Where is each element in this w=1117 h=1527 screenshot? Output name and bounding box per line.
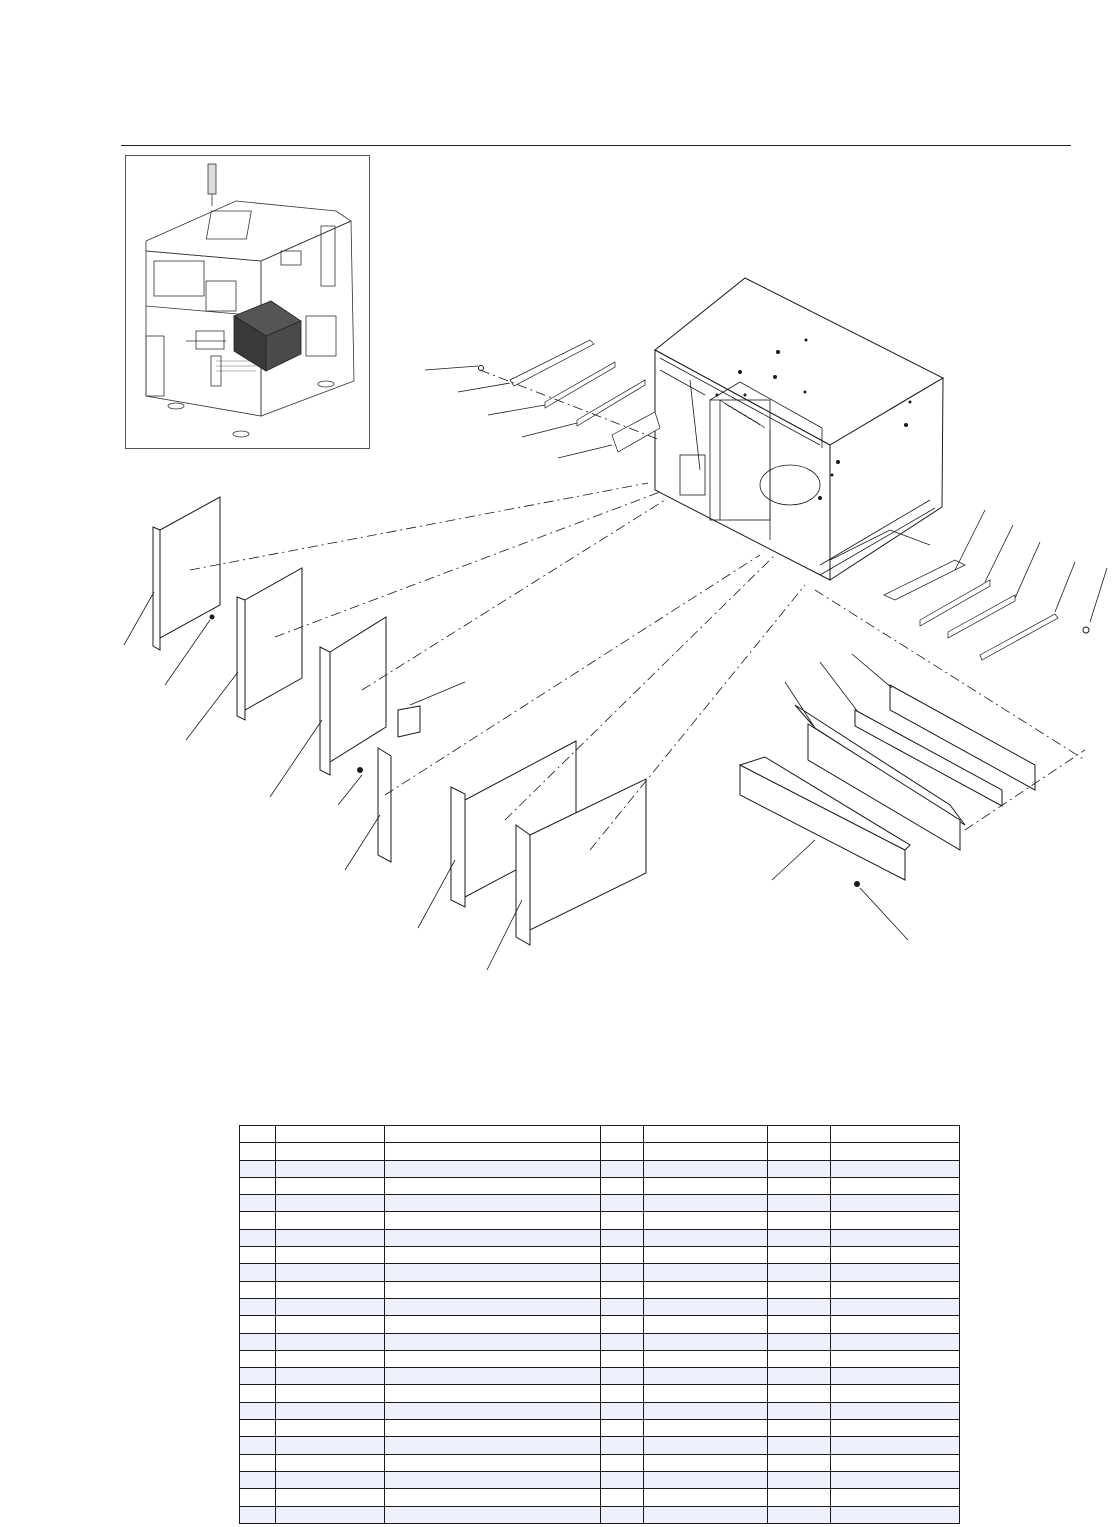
table-cell bbox=[385, 1316, 601, 1333]
table-header-cell bbox=[601, 1126, 644, 1143]
table-row bbox=[240, 1402, 960, 1419]
table-cell bbox=[601, 1298, 644, 1315]
table-cell bbox=[276, 1489, 385, 1506]
table-cell bbox=[644, 1333, 768, 1350]
table-cell bbox=[240, 1333, 276, 1350]
table-cell bbox=[768, 1368, 831, 1385]
table-cell bbox=[601, 1471, 644, 1488]
table-cell bbox=[240, 1195, 276, 1212]
table-cell bbox=[240, 1316, 276, 1333]
table-cell bbox=[601, 1143, 644, 1160]
table-cell bbox=[276, 1195, 385, 1212]
table-cell bbox=[385, 1420, 601, 1437]
table-cell bbox=[644, 1420, 768, 1437]
table-row bbox=[240, 1143, 960, 1160]
table-cell bbox=[276, 1333, 385, 1350]
table-cell bbox=[276, 1402, 385, 1419]
table-cell bbox=[385, 1506, 601, 1523]
table-row bbox=[240, 1212, 960, 1229]
table-cell bbox=[644, 1471, 768, 1488]
table-cell bbox=[276, 1471, 385, 1488]
table-cell bbox=[644, 1368, 768, 1385]
table-cell bbox=[768, 1177, 831, 1194]
table-cell bbox=[644, 1160, 768, 1177]
table-cell bbox=[385, 1298, 601, 1315]
table-cell bbox=[385, 1229, 601, 1246]
table-cell bbox=[644, 1247, 768, 1264]
table-cell bbox=[276, 1229, 385, 1246]
table-cell bbox=[240, 1385, 276, 1402]
table-header-cell bbox=[385, 1126, 601, 1143]
table-cell bbox=[831, 1489, 960, 1506]
table-cell bbox=[644, 1402, 768, 1419]
screw-icon bbox=[479, 366, 484, 371]
table-cell bbox=[385, 1454, 601, 1471]
table-cell bbox=[276, 1385, 385, 1402]
table-cell bbox=[831, 1385, 960, 1402]
table-cell bbox=[385, 1368, 601, 1385]
table-cell bbox=[385, 1471, 601, 1488]
table-cell bbox=[240, 1506, 276, 1523]
table-cell bbox=[276, 1143, 385, 1160]
table-cell bbox=[768, 1195, 831, 1212]
table-cell bbox=[240, 1281, 276, 1298]
table-cell bbox=[385, 1247, 601, 1264]
table-cell bbox=[768, 1471, 831, 1488]
table-cell bbox=[276, 1160, 385, 1177]
table-cell bbox=[601, 1506, 644, 1523]
table-row bbox=[240, 1333, 960, 1350]
lower-right-rail-set bbox=[884, 560, 1089, 660]
table-cell bbox=[768, 1298, 831, 1315]
table-cell bbox=[276, 1350, 385, 1367]
table-cell bbox=[385, 1437, 601, 1454]
table-row bbox=[240, 1316, 960, 1333]
table-cell bbox=[601, 1402, 644, 1419]
table-cell bbox=[601, 1264, 644, 1281]
table-cell bbox=[240, 1437, 276, 1454]
table-cell bbox=[276, 1177, 385, 1194]
table-cell bbox=[768, 1281, 831, 1298]
table-row bbox=[240, 1471, 960, 1488]
table-cell bbox=[240, 1212, 276, 1229]
table-cell bbox=[831, 1247, 960, 1264]
table-header-cell bbox=[831, 1126, 960, 1143]
table-cell bbox=[644, 1506, 768, 1523]
table-cell bbox=[385, 1402, 601, 1419]
table-cell bbox=[385, 1333, 601, 1350]
table-cell bbox=[768, 1454, 831, 1471]
table-cell bbox=[385, 1195, 601, 1212]
table-row bbox=[240, 1437, 960, 1454]
table-cell bbox=[644, 1437, 768, 1454]
table-row bbox=[240, 1350, 960, 1367]
screw-icon bbox=[210, 615, 215, 620]
table-cell bbox=[831, 1195, 960, 1212]
table-cell bbox=[644, 1454, 768, 1471]
table-row bbox=[240, 1489, 960, 1506]
table-row bbox=[240, 1385, 960, 1402]
table-cell bbox=[601, 1281, 644, 1298]
parts-list-body bbox=[240, 1126, 960, 1524]
table-row bbox=[240, 1229, 960, 1246]
table-header-cell bbox=[768, 1126, 831, 1143]
table-cell bbox=[644, 1316, 768, 1333]
table-cell bbox=[240, 1402, 276, 1419]
table-cell bbox=[276, 1281, 385, 1298]
table-cell bbox=[276, 1316, 385, 1333]
table-row bbox=[240, 1160, 960, 1177]
table-cell bbox=[768, 1316, 831, 1333]
table-cell bbox=[276, 1454, 385, 1471]
table-cell bbox=[240, 1489, 276, 1506]
table-cell bbox=[831, 1264, 960, 1281]
table-row bbox=[240, 1420, 960, 1437]
table-cell bbox=[644, 1385, 768, 1402]
cabinet-assembly bbox=[655, 278, 943, 580]
table-row bbox=[240, 1454, 960, 1471]
table-cell bbox=[768, 1385, 831, 1402]
table-cell bbox=[240, 1160, 276, 1177]
table-row bbox=[240, 1247, 960, 1264]
table-cell bbox=[831, 1177, 960, 1194]
table-cell bbox=[276, 1264, 385, 1281]
table-cell bbox=[601, 1212, 644, 1229]
table-cell bbox=[768, 1437, 831, 1454]
table-cell bbox=[644, 1298, 768, 1315]
table-cell bbox=[385, 1281, 601, 1298]
table-cell bbox=[768, 1333, 831, 1350]
table-cell bbox=[601, 1247, 644, 1264]
table-header-cell bbox=[276, 1126, 385, 1143]
table-cell bbox=[385, 1264, 601, 1281]
table-cell bbox=[240, 1454, 276, 1471]
vented-cover-group bbox=[740, 685, 1035, 887]
table-cell bbox=[240, 1247, 276, 1264]
table-cell bbox=[831, 1368, 960, 1385]
table-cell bbox=[644, 1229, 768, 1246]
table-cell bbox=[601, 1160, 644, 1177]
table-cell bbox=[601, 1316, 644, 1333]
table-cell bbox=[276, 1437, 385, 1454]
table-cell bbox=[276, 1212, 385, 1229]
table-cell bbox=[240, 1368, 276, 1385]
table-cell bbox=[601, 1229, 644, 1246]
table-cell bbox=[831, 1281, 960, 1298]
screw-icon bbox=[854, 881, 860, 887]
upper-rail-set bbox=[479, 340, 661, 452]
table-cell bbox=[831, 1229, 960, 1246]
side-panel-group bbox=[153, 497, 646, 945]
table-cell bbox=[385, 1385, 601, 1402]
table-cell bbox=[276, 1298, 385, 1315]
table-cell bbox=[276, 1247, 385, 1264]
table-cell bbox=[831, 1212, 960, 1229]
table-cell bbox=[240, 1177, 276, 1194]
table-cell bbox=[831, 1143, 960, 1160]
table-cell bbox=[601, 1454, 644, 1471]
table-cell bbox=[601, 1350, 644, 1367]
table-row bbox=[240, 1264, 960, 1281]
table-cell bbox=[768, 1350, 831, 1367]
table-cell bbox=[240, 1420, 276, 1437]
table-cell bbox=[644, 1212, 768, 1229]
table-cell bbox=[601, 1368, 644, 1385]
table-cell bbox=[831, 1454, 960, 1471]
table-cell bbox=[768, 1160, 831, 1177]
table-cell bbox=[240, 1298, 276, 1315]
table-cell bbox=[831, 1350, 960, 1367]
screw-icon bbox=[357, 767, 363, 773]
table-cell bbox=[601, 1437, 644, 1454]
table-row bbox=[240, 1177, 960, 1194]
table-cell bbox=[601, 1489, 644, 1506]
table-cell bbox=[240, 1229, 276, 1246]
table-cell bbox=[768, 1212, 831, 1229]
table-cell bbox=[768, 1229, 831, 1246]
table-cell bbox=[385, 1177, 601, 1194]
table-cell bbox=[768, 1143, 831, 1160]
table-cell bbox=[385, 1143, 601, 1160]
table-cell bbox=[831, 1402, 960, 1419]
table-cell bbox=[644, 1350, 768, 1367]
table-cell bbox=[601, 1195, 644, 1212]
table-cell bbox=[768, 1247, 831, 1264]
table-cell bbox=[768, 1402, 831, 1419]
table-cell bbox=[601, 1385, 644, 1402]
table-cell bbox=[385, 1160, 601, 1177]
table-cell bbox=[831, 1420, 960, 1437]
table-row bbox=[240, 1368, 960, 1385]
table-cell bbox=[240, 1264, 276, 1281]
table-cell bbox=[644, 1195, 768, 1212]
table-cell bbox=[768, 1264, 831, 1281]
table-row bbox=[240, 1506, 960, 1523]
table-row bbox=[240, 1195, 960, 1212]
table-header-row bbox=[240, 1126, 960, 1143]
table-cell bbox=[276, 1506, 385, 1523]
table-cell bbox=[385, 1489, 601, 1506]
table-cell bbox=[831, 1298, 960, 1315]
table-cell bbox=[601, 1420, 644, 1437]
table-cell bbox=[276, 1368, 385, 1385]
table-cell bbox=[644, 1489, 768, 1506]
table-header-cell bbox=[240, 1126, 276, 1143]
table-cell bbox=[644, 1177, 768, 1194]
table-cell bbox=[768, 1506, 831, 1523]
table-cell bbox=[385, 1212, 601, 1229]
table-row bbox=[240, 1281, 960, 1298]
table-cell bbox=[240, 1471, 276, 1488]
table-cell bbox=[276, 1420, 385, 1437]
table-cell bbox=[601, 1333, 644, 1350]
table-cell bbox=[601, 1177, 644, 1194]
table-cell bbox=[768, 1489, 831, 1506]
table-cell bbox=[644, 1143, 768, 1160]
table-cell bbox=[831, 1437, 960, 1454]
table-cell bbox=[831, 1160, 960, 1177]
table-cell bbox=[240, 1143, 276, 1160]
table-cell bbox=[831, 1471, 960, 1488]
table-cell bbox=[831, 1506, 960, 1523]
table-cell bbox=[644, 1281, 768, 1298]
parts-list-table bbox=[239, 1125, 960, 1524]
table-cell bbox=[644, 1264, 768, 1281]
table-cell bbox=[831, 1333, 960, 1350]
table-cell bbox=[831, 1316, 960, 1333]
table-cell bbox=[385, 1350, 601, 1367]
table-cell bbox=[240, 1350, 276, 1367]
table-cell bbox=[768, 1420, 831, 1437]
screw-icon bbox=[1083, 627, 1089, 633]
table-header-cell bbox=[644, 1126, 768, 1143]
table-row bbox=[240, 1298, 960, 1315]
